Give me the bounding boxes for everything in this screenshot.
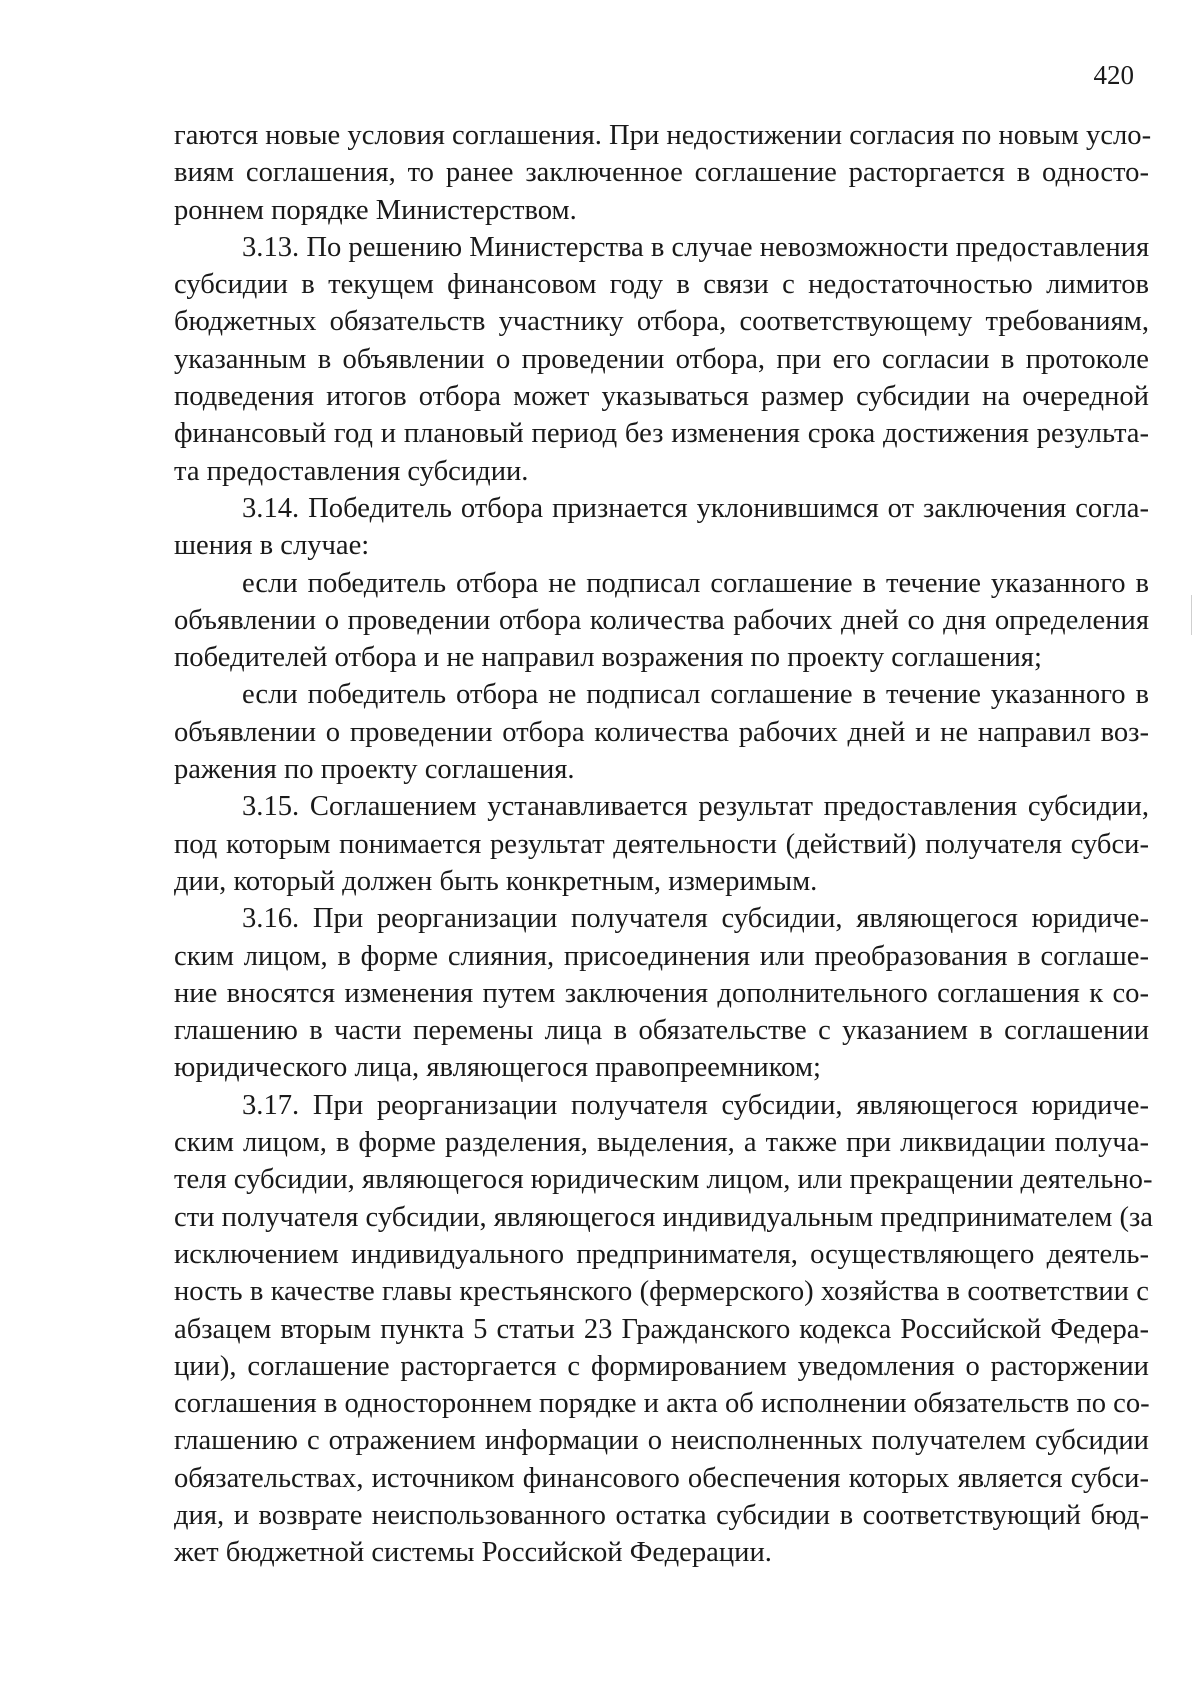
text-line: 3.16. При реорганизации получателя субсидии, являющегося юридиче- [242,903,1149,935]
text-line: если победитель отбора не подписал соглашение в течение указанного в [242,567,1149,599]
text-line: шения в случае: [174,530,370,562]
text-line: подведения итогов отбора может указываться размер субсидии на очередной [174,381,1149,413]
text-line: абзацем вторым пункта 5 статьи 23 Гражданского кодекса Российской Федера- [174,1313,1149,1345]
text-line: роннем порядке Министерством. [174,194,577,226]
text-line: под которым понимается результат деятельности (действий) получателя субси- [174,828,1149,860]
text-line: гаются новые условия соглашения. При недостижении согласия по новым усло- [174,120,1152,151]
text-line: победителей отбора и не направил возражения по проекту соглашения; [174,642,1042,674]
text-line: 3.15. Соглашением устанавливается результат предоставления субсидии, [242,791,1149,823]
text-line: виям соглашения, то ранее заключенное соглашение расторгается в односто- [174,157,1149,189]
text-line: соглашения в одностороннем порядке и акта об исполнении обязательств по со- [174,1388,1150,1420]
text-line: объявлении о проведении отбора количества рабочих дней и не направил воз- [174,716,1149,748]
page-number: 420 [1093,60,1134,90]
text-line: дии, который должен быть конкретным, измеримым. [174,865,818,897]
text-line: сти получателя субсидии, являющегося индивидуальным предпринимателем (за [174,1201,1153,1233]
text-line: жет бюджетной системы Российской Федерации. [174,1537,772,1569]
text-line: 3.17. При реорганизации получателя субсидии, являющегося юридиче- [242,1089,1149,1121]
text-line: указанным в объявлении о проведении отбора, при его согласии в протоколе [174,343,1149,375]
text-line: ние вносятся изменения путем заключения дополнительного соглашения к со- [174,977,1149,1009]
text-line: исключением индивидуального предпринимателя, осуществляющего деятель- [174,1238,1149,1270]
text-line: 3.13. По решению Министерства в случае невозможности предоставления [242,231,1150,263]
text-line: глашению в части перемены лица в обязательстве с указанием в соглашении [174,1015,1149,1047]
body-text [174,117,1153,1572]
text-line: субсидии в текущем финансовом году в связи с недостаточностью лимитов [174,269,1149,301]
text-line: ражения по проекту соглашения. [174,754,575,786]
scan-edge-mark [1191,595,1192,635]
text-line: ским лицом, в форме слияния, присоединения или преобразования в соглаше- [174,940,1149,972]
text-line: ции), соглашение расторгается с формированием уведомления о расторжении [174,1350,1149,1382]
text-line: если победитель отбора не подписал соглашение в течение указанного в [242,679,1149,711]
text-line: 3.14. Победитель отбора признается уклонившимся от заключения согла- [242,492,1149,524]
text-line: объявлении о проведении отбора количества рабочих дней со дня определения [174,604,1149,636]
text-line: обязательствах, источником финансового обеспечения которых является субси- [174,1462,1149,1494]
text-line: теля субсидии, являющегося юридическим лицом, или прекращении деятельно- [174,1164,1153,1196]
text-line: дия, и возврате неиспользованного остатка субсидии в соответствующий бюд- [174,1499,1149,1531]
text-line: глашению с отражением информации о неисполненных получателем субсидии [174,1425,1149,1457]
text-line: ским лицом, в форме разделения, выделения, а также при ликвидации получа- [174,1127,1149,1159]
text-line: та предоставления субсидии. [174,455,529,487]
text-line: ность в качестве главы крестьянского (фермерского) хозяйства в соответствии с [174,1276,1149,1308]
text-line: юридического лица, являющегося правопреемником; [174,1052,821,1084]
text-line: финансовый год и плановый период без изменения срока достижения результа- [174,418,1149,450]
text-line: бюджетных обязательств участнику отбора, соответствующему требованиям, [174,306,1149,338]
